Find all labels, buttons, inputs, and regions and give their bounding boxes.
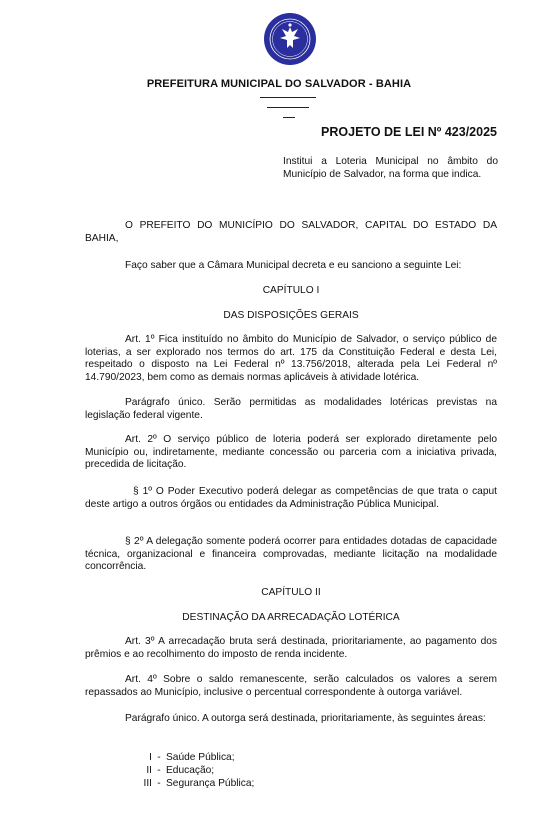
article-2: Art. 2º O serviço público de loteria poderá ser explorado diretamente pelo Município ou, indiretamente, mediante concessão ou parceria com a iniciativa privada, precedida de licitação.	[85, 434, 497, 471]
article-4-paragraph: Parágrafo único. A outorga será destinada, prioritariamente, às seguintes áreas:	[125, 713, 486, 724]
issuer-title: PREFEITURA MUNICIPAL DO SALVADOR - BAHIA	[146, 78, 412, 90]
chapter-1-title: DAS DISPOSIÇÕES GERAIS	[223, 310, 359, 321]
list-item: II - Educação;	[146, 765, 215, 776]
header-rule-3	[283, 117, 295, 118]
article-3: Art. 3º A arrecadação bruta será destinada, prioritariamente, ao pagamento dos prêmios e ao recolhimento do imposto de renda incidente.	[85, 636, 497, 660]
header-rule-1	[260, 97, 316, 98]
article-2-section-1: § 1º O Poder Executivo poderá delegar as competências de que trata o caput deste artigo a outros órgãos ou entidades da Administração Pública Municipal.	[85, 486, 497, 510]
article-1: Art. 1º Fica instituído no âmbito do Município de Salvador, o serviço público de loterias, a ser explorado nos termos do art. 175 da Constituição Federal e desta Lei, respeitado o disposto na Lei Federal nº 13.756/2018, alterada pela Lei Federal nº 14.790/2023, bem como as demais normas aplicáveis à atividade lotérica.	[85, 334, 497, 384]
chapter-1-label: CAPÍTULO I	[262, 285, 320, 296]
preamble: O PREFEITO DO MUNICÍPIO DO SALVADOR, CAPITAL DO ESTADO DA BAHIA,	[85, 220, 497, 244]
article-4: Art. 4º Sobre o saldo remanescente, serão calculados os valores a serem repassados ao Município, inclusive o percentual correspondente à outorga variável.	[85, 674, 497, 698]
list-item: III - Segurança Pública;	[143, 778, 255, 789]
article-1-paragraph: Parágrafo único. Serão permitidas as modalidades lotéricas previstas na legislação federal vigente.	[85, 397, 497, 421]
chapter-2-title: DESTINAÇÃO DA ARRECADAÇÃO LOTÉRICA	[182, 612, 400, 623]
bill-summary: Institui a Loteria Municipal no âmbito do Município de Salvador, na forma que indica.	[283, 156, 498, 181]
chapter-2-label: CAPÍTULO II	[261, 587, 321, 598]
areas-list	[120, 751, 254, 790]
article-2-section-2: § 2º A delegação somente poderá ocorrer para entidades dotadas de capacidade técnica, organizacional e financeira comprovadas, mediante licitação na modalidade concorrência.	[85, 536, 497, 573]
list-item: I - Saúde Pública;	[149, 752, 235, 763]
enactment-clause: Faço saber que a Câmara Municipal decreta e eu sanciono a seguinte Lei:	[125, 260, 462, 271]
city-seal-icon	[263, 12, 317, 66]
bill-number: PROJETO DE LEI Nº 423/2025	[321, 125, 497, 139]
header-rule-2	[267, 107, 309, 108]
